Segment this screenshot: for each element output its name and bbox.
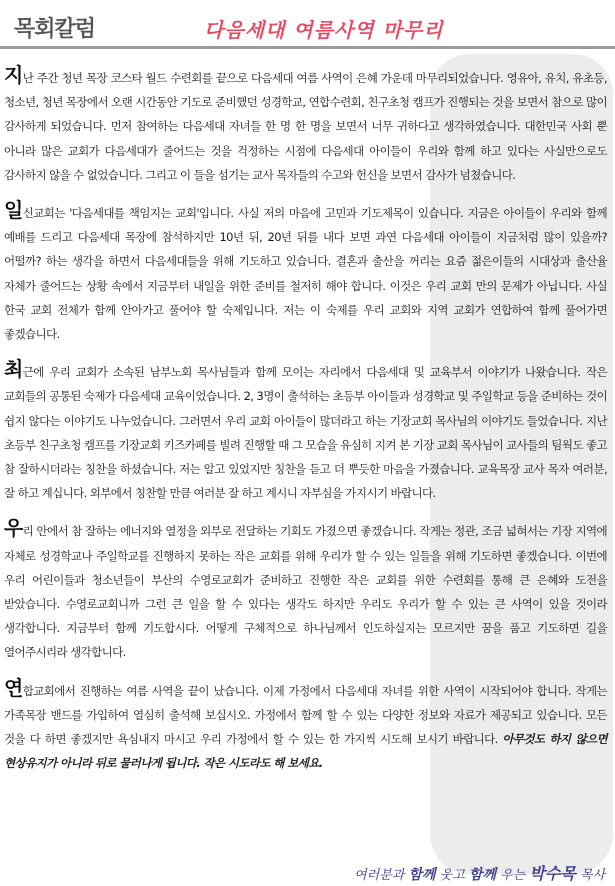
signature-part: 여러분과	[354, 868, 409, 883]
author-name: 박수목	[529, 864, 576, 883]
dropcap: 최	[4, 357, 23, 382]
column-title: 다음세대 여름사역 마무리	[204, 18, 444, 42]
paragraph-text: 근에 우리 교회가 소속된 남부노회 목사님들과 함께 모이는 자리에서 다음세대 및 교육부서 이야기가 나왔습니다. 작은 교회들의 공통된 숙제가 다음세대 교육이었습니다. 2, 3명이 출석하는 초등부 아이들과 성경학교 및 주일학교 등을 준비하는 것이 쉽지 않다는 이야기도 나누었습니다. 그러면서 우리 교회 아이들이 많더라고 하는 기장교회 목사님의 이야기도 들었습니다. 지난 초등부 친구초청 캠프를 기장교회 키즈카페를 빌려 진행할 때 그 모습을 유심히 지켜 본 기장 교회 목사님이 교사들의 팀웍도 좋고 참 잘하시더라는 칭찬을 하셨습니다. 저는 알고 있었지만 칭찬을 듣고 더 뿌듯한 마음을 가졌습니다. 교육목장 교사 목자 여러분, 잘 하고 계십니다. 외부에서 칭찬할 만큼 여러분 잘 하고 계시니 자부심을 가지시기 바랍니다.	[4, 365, 607, 501]
author-signature	[354, 861, 605, 884]
column-label: 목회칼럼	[14, 17, 96, 42]
signature-part: 웃고	[435, 868, 469, 883]
paragraph-text: 신교회는 '다음세대를 책임지는 교회'입니다. 사실 저의 마음에 고민과 기도제목이 있습니다. 지금은 아이들이 우리와 함께 예배를 드리고 다음세대 목장에 참석하지만 10년 뒤, 20년 뒤를 내다 보면 과연 다음세대 아이들이 지금처럼 많이 있을까? 어떨까? 하는 생각을 하면서 다음세대들을 위해 기도하고 있습니다. 결혼과 출산을 꺼리는 요즘 젊은이들의 시대상과 출산율 자체가 줄어드는 상황 속에서 지금부터 내일을 위한 준비를 철저히 해야 합니다. 이것은 우리 교회 만의 문제가 아닙니다. 사실 한국 교회 전체가 함께 안아가고 풀어야 할 숙제입니다. 저는 이 숙제를 우리 교회와 지역 교회가 연합하여 함께 풀어가면 좋겠습니다.	[4, 206, 607, 342]
author-title: 목사	[575, 868, 605, 883]
dropcap: 우	[4, 516, 23, 541]
header-divider	[0, 46, 615, 49]
paragraph-4	[4, 516, 607, 664]
dropcap: 일	[4, 198, 23, 223]
signature-part: 우는	[495, 868, 530, 883]
signature-part: 함께	[408, 867, 436, 883]
paragraph-text: 난 주간 청년 목장 코스타 월드 수련회를 끝으로 다음세대 여름 사역이 은혜 가운데 마무리되었습니다. 영유아, 유치, 유초등, 청소년, 청년 목장에서 오랜 시간동안 기도로 준비했던 성경학교, 연합수련회, 친구초청 캠프가 진행되는 것을 보면서 참으로 많이 감사하게 되었습니다. 먼저 참여하는 다음세대 자녀들 한 명 한 명을 보면서 너무 귀하다고 생각하였습니다. 대한민국 사회 뿐 아니라 많은 교회가 다음세대가 줄어드는 것을 걱정하는 시점에 다음세대 아이들이 우리와 함께 하고 있다는 사실만으로도 감사하지 않을 수 없었습니다. 그리고 이 들을 섬기는 교사 목자들의 수고와 헌신을 보면서 감사가 넘쳤습니다.	[4, 71, 607, 182]
emphasis-text: 아무것도 하지 않으면 현상유지가 아니라 뒤로 물러나게 됩니다. 작은 시도라도 해 보세요.	[4, 732, 608, 771]
paragraph-2	[4, 198, 607, 346]
paragraph-text: 리 안에서 참 잘하는 에너지와 열정을 외부로 전달하는 기회도 가졌으면 좋겠습니다. 작게는 정관, 조금 넓혀서는 기장 지역에 자체로 성경학교나 주일학교를 진행하지 못하는 작은 교회를 위해 우리가 할 수 있는 일들을 위해 기도하면 좋겠습니다. 이번에 우리 어린이들과 청소년들이 부산의 수영로교회가 준비하고 진행한 작은 교회를 위한 수련회를 통해 큰 은혜와 도전을 받았습니다. 수영로교회니까 그런 큰 일을 할 수 있다는 생각도 하지만 우리도 우리가 할 수 있는 큰 사역이 있을 것이라 생각합니다. 지금부터 함께 기도합시다. 어떻게 구체적으로 하나님께서 인도하실지는 모르지만 꿈을 품고 기도하면 길을 열어주시리라 생각합니다.	[4, 524, 607, 660]
paragraph-3	[4, 357, 607, 505]
paragraph-text: 합교회에서 진행하는 여름 사역을 끝이 났습니다. 이제 가정에서 다음세대 자녀를 위한 사역이 시작되어야 합니다. 작게는 가족목장 밴드를 가입하여 열심히 출석해 보십시오. 가정에서 함께 할 수 있는 다양한 정보와 자료가 제공되고 있습니다. 모든 것을 다 하면 좋겠지만 욕심내지 마시고 우리 가정에서 할 수 있는 한 가지씩 시도해 보시기 바랍니다.	[4, 683, 607, 747]
dropcap: 연	[4, 675, 23, 700]
signature-part: 함께	[468, 867, 496, 883]
column-body	[4, 63, 608, 789]
column-header	[0, 0, 615, 50]
dropcap: 지	[4, 63, 23, 87]
paragraph-1	[4, 63, 607, 187]
paragraph-5	[4, 675, 608, 776]
